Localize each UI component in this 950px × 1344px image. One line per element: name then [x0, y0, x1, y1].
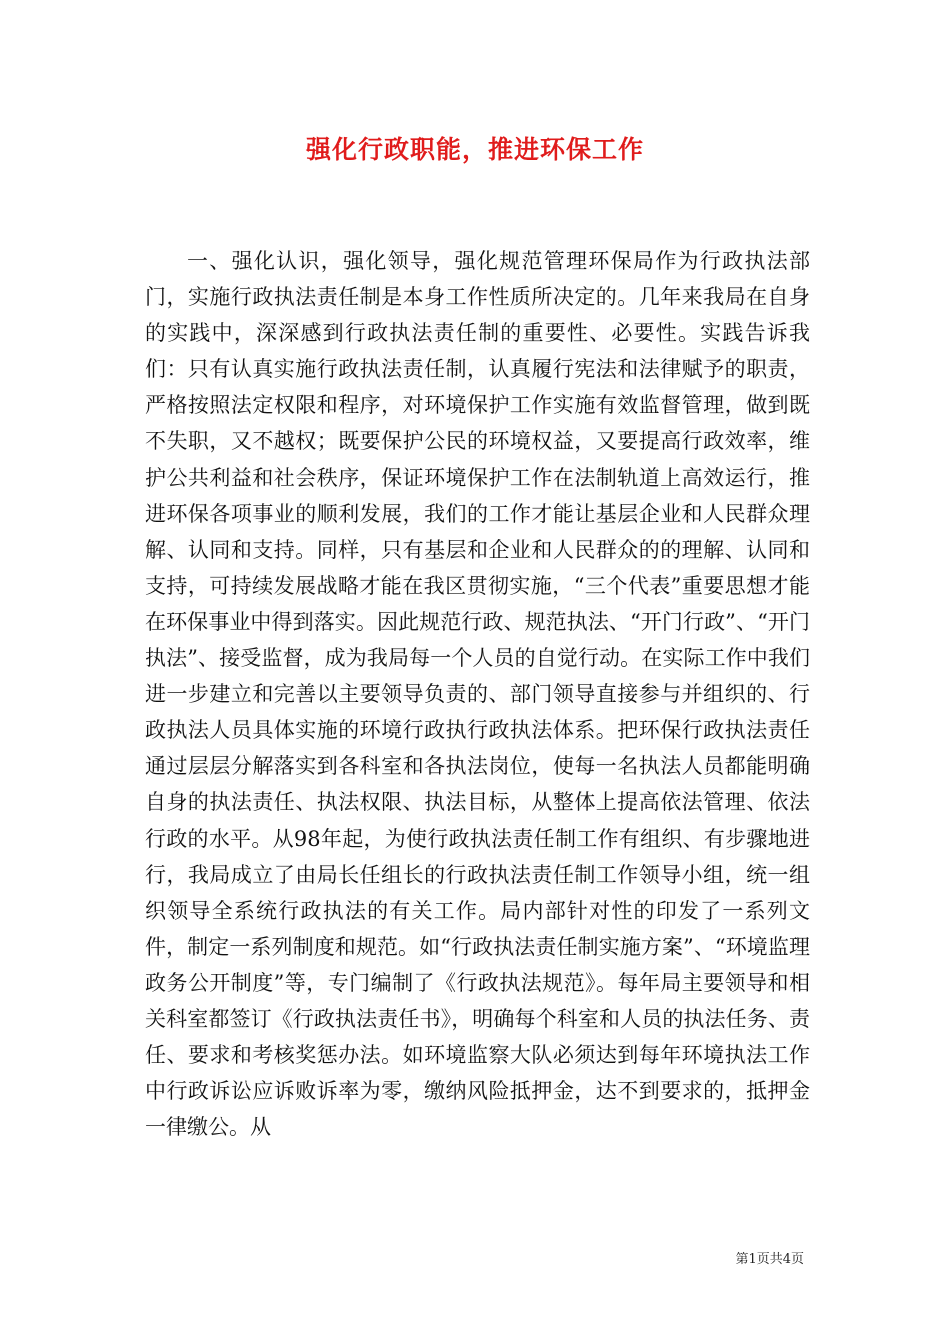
document-title: 强化行政职能，推进环保工作: [305, 135, 644, 164]
body-paragraph: 一、强化认识，强化领导，强化规范管理环保局作为行政执法部门，实施行政执法责任制是本身工作性质所决定的。几年来我局在自身的实践中，深深感到行政执法责任制的重要性、必要性。实践告诉我们：只有认真实施行政执法责任制，认真履行宪法和法律赋予的职责，严格按照法定权限和程序，对环境保护工作实施有效监督管理，做到既不失职，又不越权；既要保护公民的环境权益，又要提高行政效率，维护公共利益和社会秩序，保证环境保护工作在法制轨道上高效运行，推进环保各项事业的顺利发展，我们的工作才能让基层企业和人民群众理解、认同和支持。同样，只有基层和企业和人民群众的的理解、认同和支持，可持续发展战略才能在我区贯彻实施，“三个代表”重要思想才能在环保事业中得到落实。因此规范行政、规范执法、“开门行政”、“开门执法”、接受监督，成为我局每一个人员的自觉行动。在实际工作中我们进一步建立和完善以主要领导负责的、部门领导直接参与并组织的、行政执法人员具体实施的环境行政执行政执法体系。把环保行政执法责任通过层层分解落实到各科室和各执法岗位，使每一名执法人员都能明确自身的执法责任、执法权限、执法目标，从整体上提高依法管理、依法行政的水平。从98年起，为使行政执法责任制工作有组织、有步骤地进行，我局成立了由局长任组长的行政执法责任制工作领导小组，统一组织领导全系统行政执法的有关工作。局内部针对性的印发了一系列文件，制定一系列制度和规范。如“行政执法责任制实施方案”、“环境监理政务公开制度”等，专门编制了《行政执法规范》。每年局主要领导和相关科室都签订《行政执法责任书》，明确每个科室和人员的执法任务、责任、要求和考核奖惩办法。如环境监察大队必须达到每年环境执法工作中行政诉讼应诉败诉率为零，缴纳风险抵押金，达不到要求的，抵押金一律缴公。从: [145, 249, 810, 1140]
page-number: 第1页共4页: [735, 1252, 804, 1267]
